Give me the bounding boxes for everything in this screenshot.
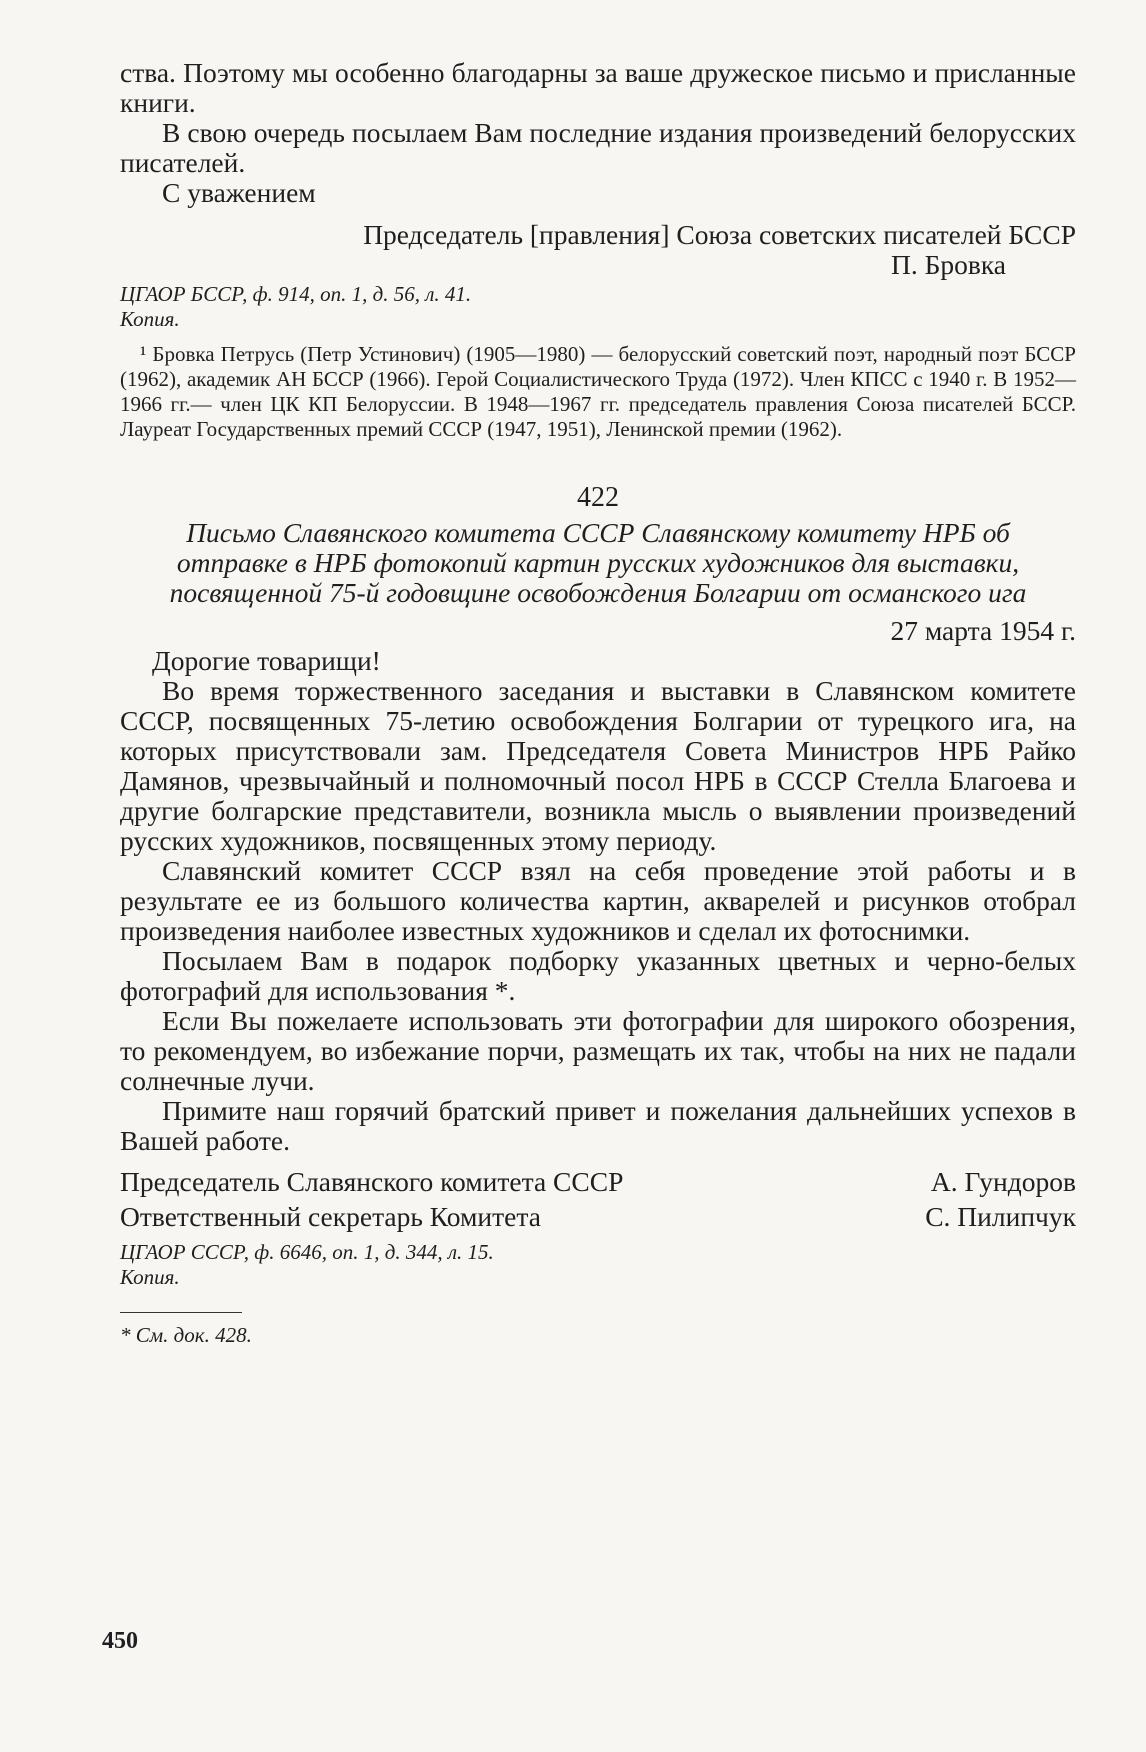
paragraph-5: Примите наш горячий братский привет и пожелания дальнейших успехов в Вашей работе.: [120, 1095, 1076, 1156]
page-number: 450: [102, 1628, 138, 1654]
signature-row-2: [120, 1201, 1076, 1232]
salutation: Дорогие товарищи!: [152, 645, 381, 676]
signature-name-gundorov: А. Гундоров: [930, 1166, 1076, 1197]
copy-label-1: Копия.: [120, 307, 180, 331]
signature-title-secretary: Ответственный секретарь Комитета: [120, 1201, 541, 1232]
archive-source-2: ЦГАОР СССР, ф. 6646, оп. 1, д. 344, л. 15.: [120, 1240, 494, 1264]
signature-title-brovka: Председатель [правления] Союза советских писателей БССР: [363, 219, 1076, 250]
paragraph-3: Посылаем Вам в подарок подборку указанных цветных и черно-белых фотографий для использования *.: [120, 945, 1076, 1006]
closing-regards: С уважением: [162, 177, 316, 208]
signature-title-chairman: Председатель Славянского комитета СССР: [120, 1166, 624, 1197]
document-date: 27 марта 1954 г.: [890, 615, 1076, 646]
footnote-brovka: ¹ Бровка Петрусь (Петр Устинович) (1905—1980) — белорусский советский поэт, народный поэт БССР (1962), академик АН БССР (1966). Герой Социалистического Труда (1972). Член КПСС с 1940 г. В 1952—1966 гг.— член ЦК КП Белоруссии. В 1948—1967 гг. председатель правления Союза писателей БССР. Лауреат Государственных премий СССР (1947, 1951), Ленинской премии (1962).: [120, 342, 1076, 441]
paragraph-1: Во время торжественного заседания и выставки в Славянском комитете СССР, посвященных 75-летию освобождения Болгарии от турецкого ига, на которых присутствовали зам. Председателя Совета Министров НРБ Райко Дамянов, чрезвычайный и полномочный посол НРБ в СССР Стелла Благоева и другие болгарские представители, возникла мысль о выявлении произведений русских художников, посвященных этому периоду.: [120, 675, 1076, 856]
archive-source-1: ЦГАОР БССР, ф. 914, оп. 1, д. 56, л. 41.: [120, 282, 472, 306]
signature-row-1: [120, 1166, 1076, 1197]
document-page: [120, 58, 1076, 1348]
paragraph-2: Славянский комитет СССР взял на себя проведение этой работы и в результате ее из большого количества картин, акварелей и рисунков отобрал произведения наиболее известных художников и сделал их фотоснимки.: [120, 855, 1076, 946]
footnote-doc: * См. док. 428.: [120, 1323, 252, 1347]
signature-name-pilipchuk: С. Пилипчук: [925, 1201, 1076, 1232]
footnote-divider: [120, 1312, 242, 1313]
document-number: 422: [577, 482, 619, 513]
paragraph-continuation: ства. Поэтому мы особенно благодарны за ваше дружеское письмо и присланные книги.: [120, 57, 1076, 118]
paragraph-books: В свою очередь посылаем Вам последние издания произведений белорусских писателей.: [120, 117, 1076, 178]
document-title: Письмо Славянского комитета СССР Славянскому комитету НРБ об отправке в НРБ фотокопий картин русских художников для выставки, посвященной 75-й годовщине освобождения Болгарии от османского ига: [169, 517, 1027, 608]
paragraph-4: Если Вы пожелаете использовать эти фотографии для широкого обозрения, то рекомендуем, во избежание порчи, размещать их так, чтобы на них не падали солнечные лучи.: [120, 1005, 1076, 1096]
signature-name-brovka: П. Бровка: [890, 249, 1006, 280]
copy-label-2: Копия.: [120, 1265, 180, 1289]
